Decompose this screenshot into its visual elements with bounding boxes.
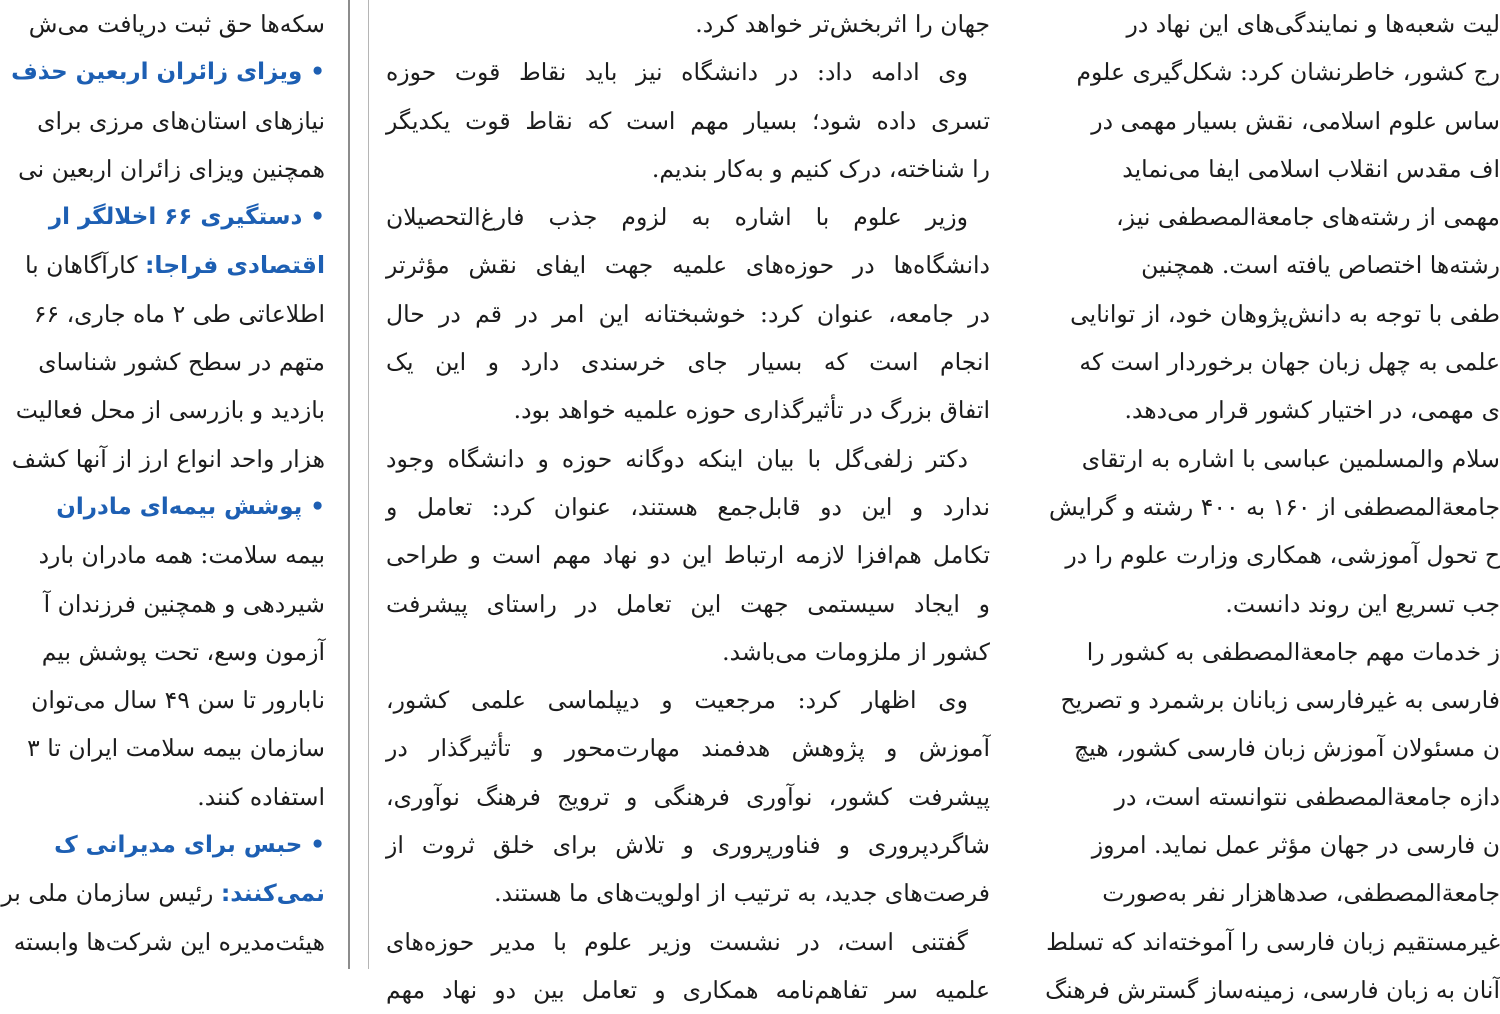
- middle-column: [386, 0, 990, 1004]
- text-line: را شناخته، درک کنیم و به‌کار بندیم.: [651, 154, 990, 183]
- lead-in: اقتصادی فراجا:: [144, 251, 325, 280]
- heading-text: حبس برای مدیرانی ک: [54, 832, 303, 859]
- section-heading: [0, 821, 325, 869]
- text-line: شاگردپروری و فناورپروری و تلاش برای خلق ثروت از: [386, 831, 990, 860]
- text-line: [0, 241, 325, 289]
- text-line: انجام است که بسیار جای خرسندی دارد و این یک: [386, 348, 990, 377]
- section-heading: [0, 193, 325, 241]
- text-line: دکتر زلفی‌گل با بیان اینکه دوگانه حوزه و دانشگاه وجود: [386, 444, 968, 473]
- text-line: تسری داده شود؛ بسیار مهم است که نقاط قوت یکدیگر: [386, 106, 990, 135]
- text-line: اتفاق بزرگ در تأثیرگذاری حوزه علمیه خواهد بود.: [513, 396, 990, 425]
- bullet-icon: •: [310, 493, 325, 520]
- text-line: وی اظهار کرد: مرجعیت و دیپلماسی علمی کشور،: [386, 686, 968, 715]
- text-line: سازمان بیمه سلامت ایران تا ۳: [27, 734, 325, 763]
- text-line: همچنین ویزای زائران اربعین نی: [18, 154, 325, 183]
- text-line: لیت شعبه‌ها و نمایندگی‌های این نهاد در: [1126, 10, 1500, 38]
- heading-text: ویزای زائران اربعین حذف: [11, 59, 303, 86]
- text-line: آزمون وسع، تحت پوشش بیم: [41, 637, 325, 666]
- line-text: کارآگاهان با: [24, 251, 145, 280]
- text-line: تکامل هم‌افزا لازمه ارتباط این دو نهاد مهم است و طراحی: [386, 541, 990, 570]
- right-column: [1028, 0, 1500, 1004]
- text-line: بیمه سلامت: همه مادران بارد: [38, 541, 325, 570]
- text-line: جامعةالمصطفی، صدهاهزار نفر به‌صورت: [1102, 879, 1500, 908]
- lead-in: نمی‌کنند:: [220, 879, 325, 908]
- text-line: ح تحول آموزشی، همکاری وزارت علوم را در: [1065, 541, 1500, 570]
- text-line: سکه‌ها حق ثبت دریافت می‌ش: [28, 10, 325, 38]
- text-line: گفتنی است، در نشست وزیر علوم با مدیر حوزه‌های: [386, 927, 968, 956]
- text-line: ی مهمی، در اختیار کشور قرار می‌دهد.: [1124, 396, 1500, 425]
- text-line: اطلاعاتی طی ۲ ماه جاری، ۶۶: [33, 299, 325, 328]
- text-line: نیازهای استان‌های مرزی برای: [37, 106, 325, 135]
- text-line: سلام والمسلمین عباسی با اشاره به ارتقای: [1081, 444, 1500, 473]
- text-line: ندارد و این دو قابل‌جمع هستند، عنوان کرد: تعامل و: [386, 492, 990, 521]
- text-line: شیردهی و همچنین فرزندان آ: [43, 589, 325, 618]
- line-text: رئیس سازمان ملی بر: [1, 879, 221, 908]
- text-line: طفی با توجه به دانش‌پژوهان خود، از توانایی: [1070, 299, 1500, 328]
- text-line: رشته‌ها اختصاص یافته است. همچنین: [1141, 251, 1500, 280]
- text-line: پیشرفت کشور، نوآوری فرهنگی و ترویج فرهنگ نوآوری،: [386, 782, 990, 811]
- text-line: دازه جامعةالمصطفی نتوانسته است، در: [1114, 782, 1500, 811]
- text-line: وزیر علوم با اشاره به لزوم جذب فارغ‌التحصیلان: [386, 203, 968, 232]
- text-line: آموزش و پژوهش هدفمند مهارت‌محور و تأثیرگذار در: [386, 734, 990, 763]
- text-line: و ایجاد سیستمی جهت این تعامل در راستای پیشرفت: [386, 589, 990, 618]
- text-line: وی ادامه داد: در دانشگاه نیز باید نقاط قوت حوزه: [386, 58, 968, 87]
- text-line: جامعةالمصطفی از ۱۶۰ به ۴۰۰ رشته و گرایش: [1049, 492, 1500, 521]
- text-line: مهمی از رشته‌های جامعةالمصطفی نیز،: [1116, 203, 1500, 232]
- text-line: رج کشور، خاطرنشان کرد: شکل‌گیری علوم: [1076, 58, 1500, 87]
- text-line: بازدید و بازرسی از محل فعالیت: [15, 396, 325, 425]
- bullet-icon: •: [310, 832, 325, 859]
- text-line: [0, 869, 325, 917]
- text-line: ن فارسی در جهان مؤثر عمل نماید. امروز: [1091, 831, 1500, 860]
- text-line: در جامعه، عنوان کرد: خوشبختانه این امر در قم در حال: [386, 299, 990, 328]
- text-line: متهم در سطح کشور شناسای: [38, 348, 325, 377]
- section-heading: [0, 483, 325, 531]
- text-line: آنان به زبان فارسی، زمینه‌ساز گسترش فرهنگ: [1045, 975, 1500, 1004]
- text-line: دانشگاه‌ها در حوزه‌های علمیه جهت ایفای نقش مؤثرتر: [386, 251, 990, 280]
- text-line: ن مسئولان آموزش زبان فارسی کشور، هیچ: [1073, 734, 1500, 763]
- column-divider: [368, 0, 369, 969]
- bullet-icon: •: [310, 59, 325, 86]
- text-line: کشور از ملزومات می‌باشد.: [722, 637, 990, 666]
- section-heading: [0, 48, 325, 96]
- heading-text: دستگیری ۶۶ اخلالگر ار: [48, 204, 303, 231]
- heading-text: پوشش بیمه‌ای مادران: [56, 493, 303, 520]
- text-line: جهان را اثربخش‌تر خواهد کرد.: [695, 10, 990, 38]
- text-line: ساس علوم اسلامی، نقش بسیار مهمی در: [1091, 106, 1500, 135]
- text-line: نابارور تا سن ۴۹ سال می‌توان: [31, 686, 325, 715]
- bullet-icon: •: [310, 204, 325, 231]
- column-divider: [348, 0, 350, 969]
- text-line: فارسی به غیرفارسی زبانان برشمرد و تصریح: [1060, 686, 1500, 715]
- text-line: هزار واحد انواع ارز از آنها کشف: [11, 444, 325, 473]
- text-line: غیرمستقیم زبان فارسی را آموخته‌اند که تسلط: [1046, 927, 1500, 956]
- text-line: اف مقدس انقلاب اسلامی ایفا می‌نماید: [1122, 154, 1500, 183]
- text-line: ز خدمات مهم جامعةالمصطفی به کشور را: [1086, 637, 1500, 666]
- text-line: علمی به چهل زبان جهان برخوردار است که: [1079, 348, 1500, 377]
- text-line: علمیه سر تفاهم‌نامه همکاری و تعامل بین دو نهاد مهم: [386, 975, 990, 1004]
- left-column: [0, 0, 325, 969]
- text-line: هیئت‌مدیره این شرکت‌ها وابسته: [13, 927, 325, 956]
- text-line: فرصت‌های جدید، به ترتیب از اولویت‌های ما هستند.: [494, 879, 990, 908]
- text-line: جب تسریع این روند دانست.: [1225, 589, 1500, 618]
- text-line: استفاده کنند.: [197, 782, 325, 811]
